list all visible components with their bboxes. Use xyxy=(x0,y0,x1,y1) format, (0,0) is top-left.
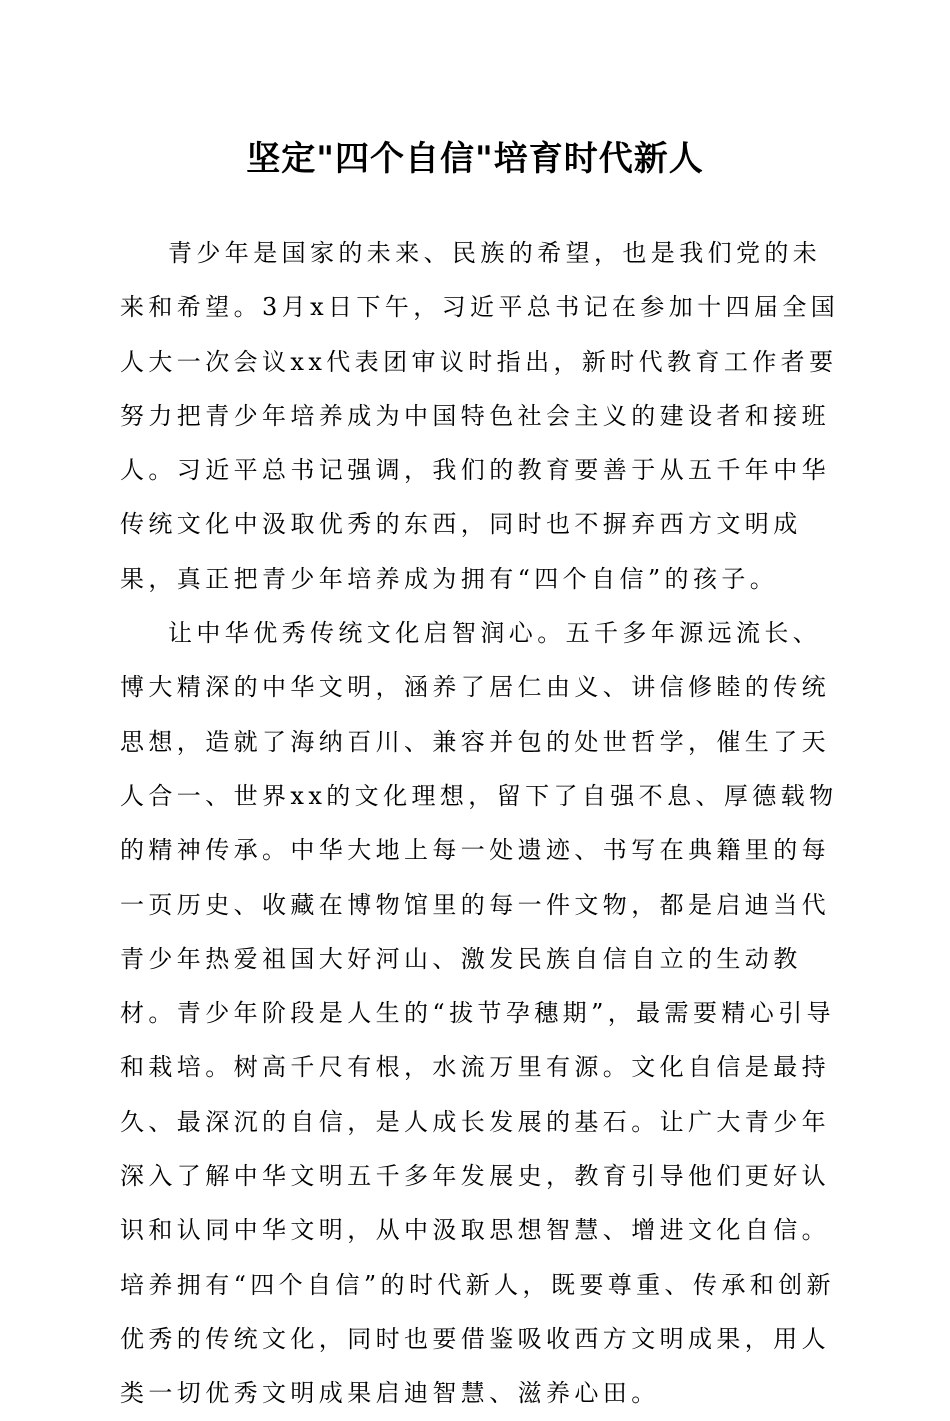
paragraph-2: 让中华优秀传统文化启智润心。五千多年源远流长、博大精深的中华文明，涵养了居仁由义、讲信修睦的传统思想，造就了海纳百川、兼容并包的处世哲学，催生了天人合一、世界xx的文化理想，留下了自强不息、厚德载物的精神传承。中华大地上每一处遗迹、书写在典籍里的每一页历史、收藏在博物馆里的每一件文物，都是启迪当代青少年热爱祖国大好河山、激发民族自信自立的生动教材。青少年阶段是人生的“拔节孕穗期”，最需要精心引导和栽培。树高千尺有根，水流万里有源。文化自信是最持久、最深沉的自信，是人成长发展的基石。让广大青少年深入了解中华文明五千多年发展史，教育引导他们更好认识和认同中华文明，从中汲取思想智慧、增进文化自信。培养拥有“四个自信”的时代新人，既要尊重、传承和创新优秀的传统文化，同时也要借鉴吸收西方文明成果，用人类一切优秀文明成果启迪智慧、滋养心田。 xyxy=(120,619,838,1408)
document-title: 坚定"四个自信"培育时代新人 xyxy=(246,139,704,179)
paragraph-1: 青少年是国家的未来、民族的希望，也是我们党的未来和希望。3月x日下午，习近平总书记在参加十四届全国人大一次会议xx代表团审议时指出，新时代教育工作者要努力把青少年培养成为中国特色社会主义的建设者和接班人。习近平总书记强调，我们的教育要善于从五千年中华传统文化中汲取优秀的东西，同时也不摒弃西方文明成果，真正把青少年培养成为拥有“四个自信”的孩子。 xyxy=(120,239,840,593)
document-body xyxy=(120,226,840,1421)
